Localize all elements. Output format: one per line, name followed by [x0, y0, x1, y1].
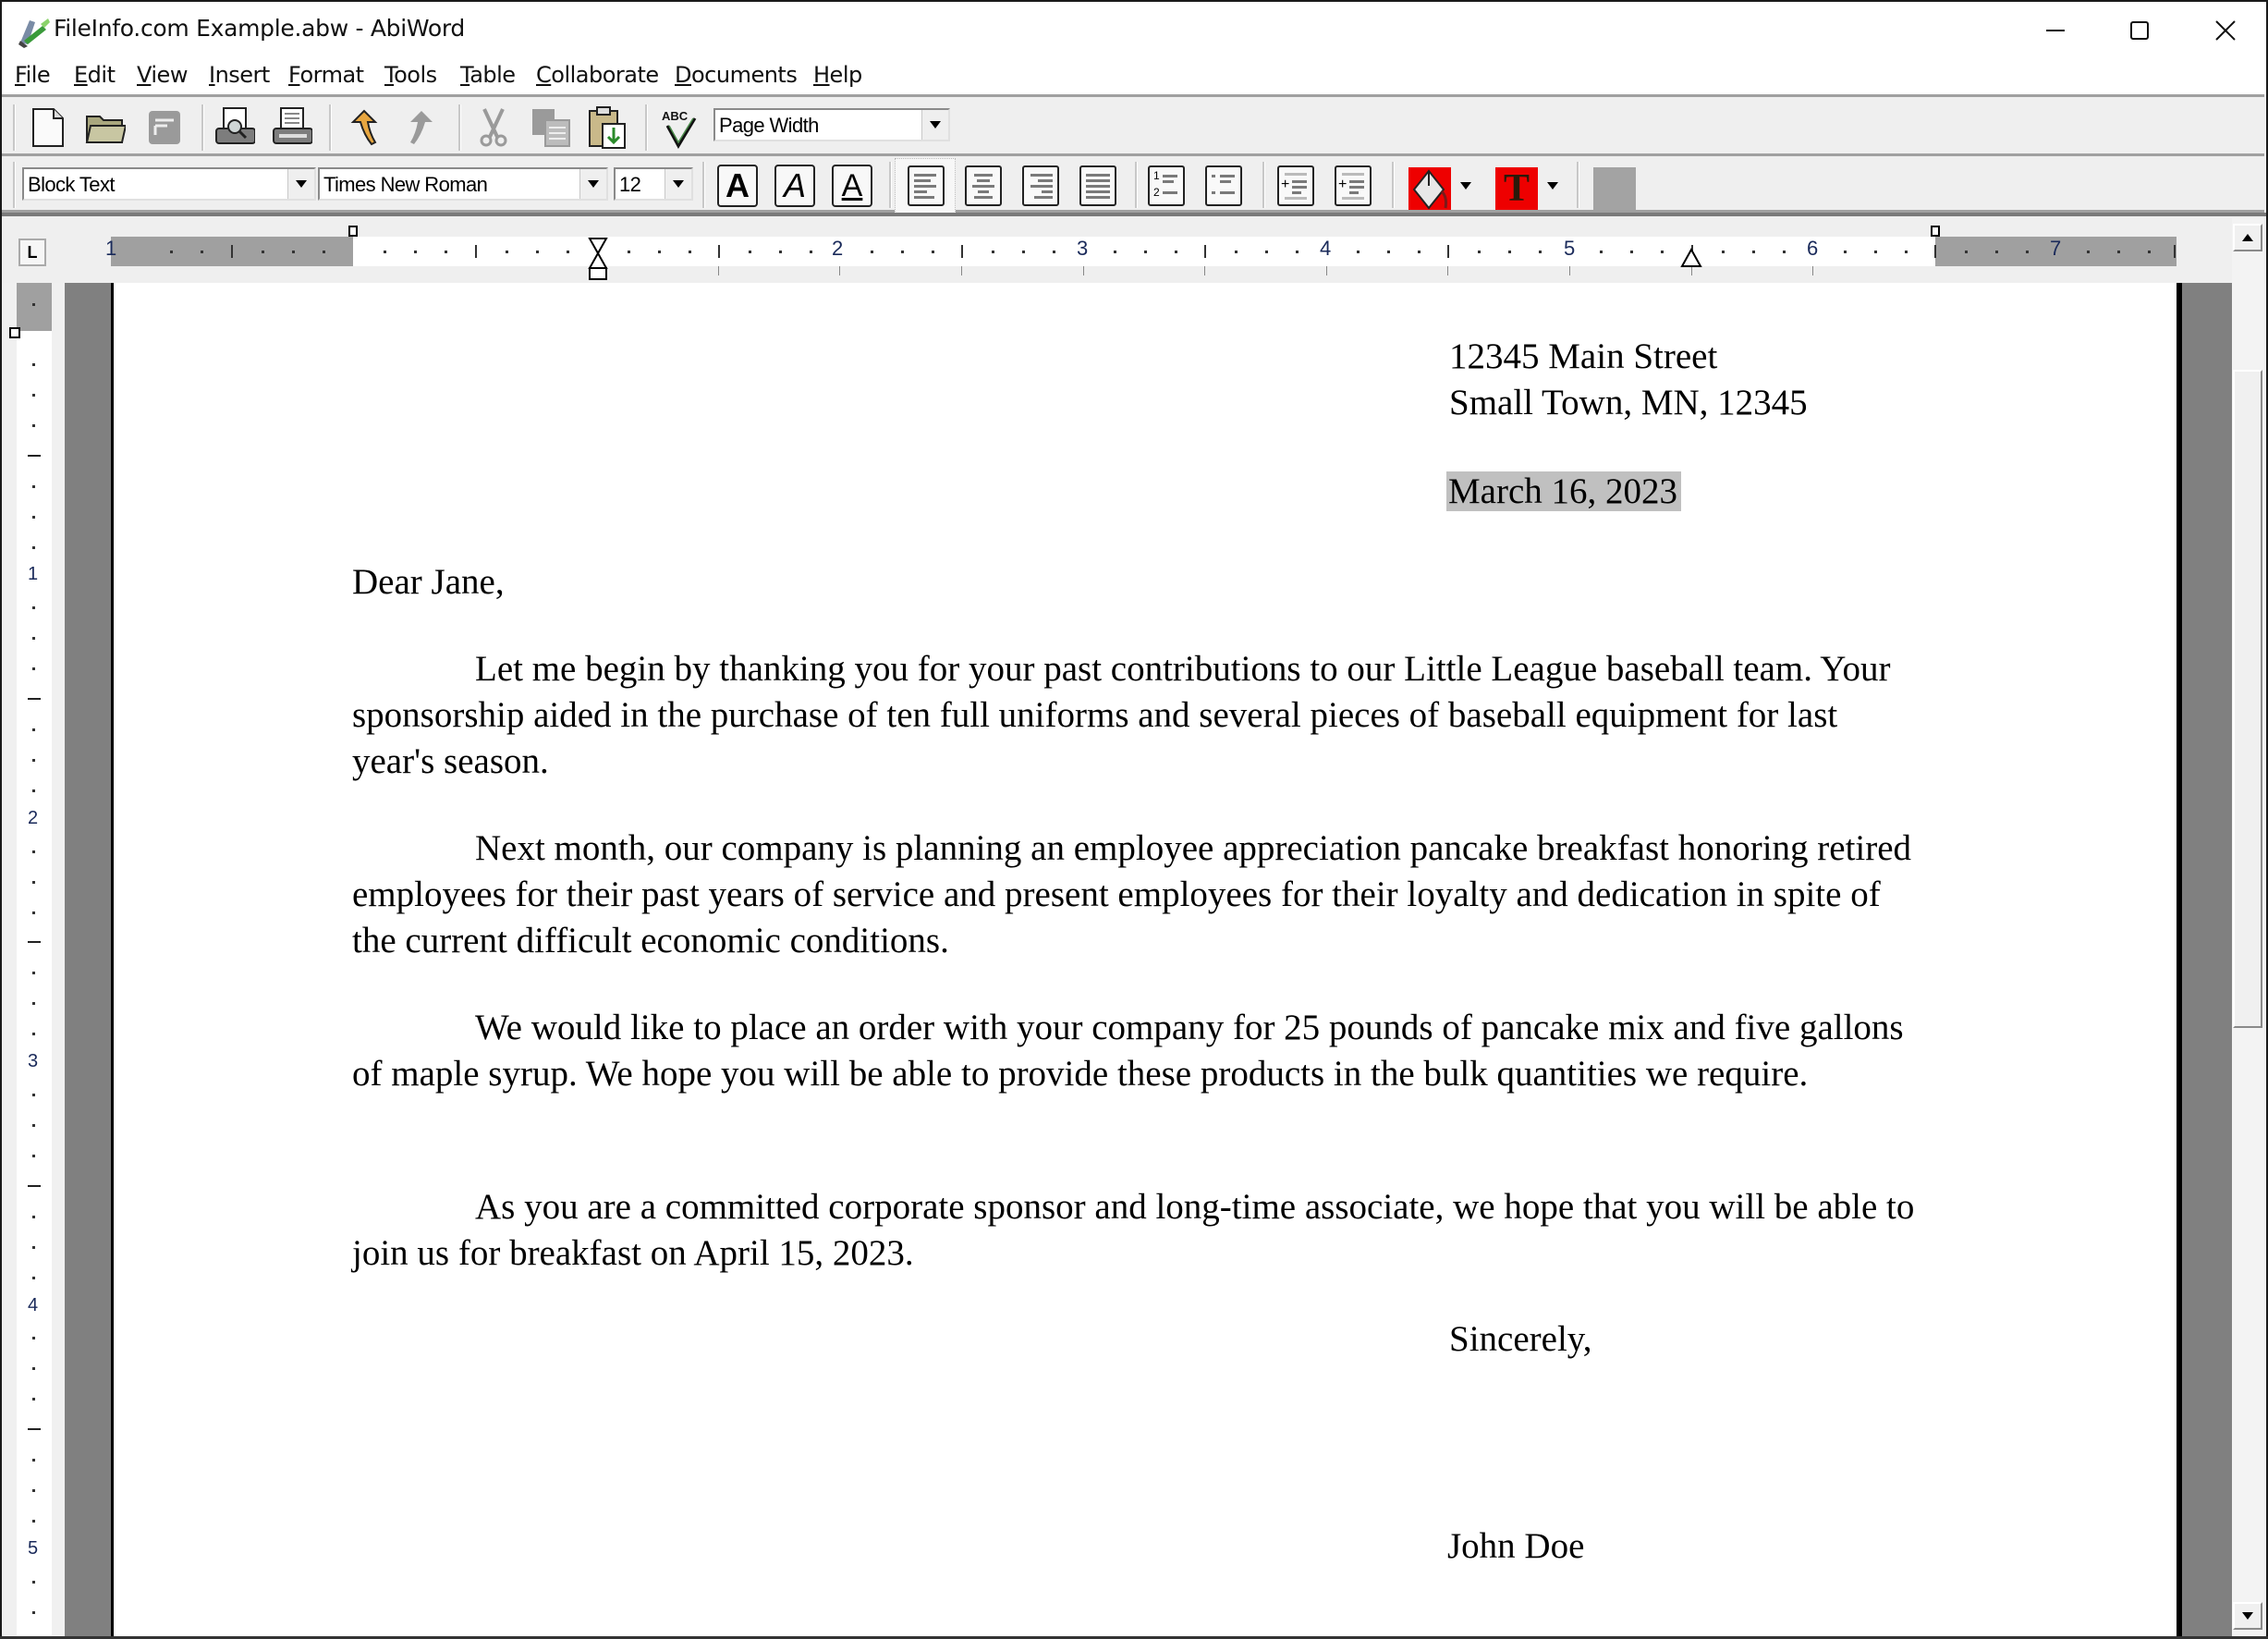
justify-button[interactable] [1079, 165, 1116, 206]
minimize-button[interactable] [2013, 2, 2098, 59]
tab-type-button[interactable]: L [18, 239, 46, 266]
toolbar-grip [13, 104, 16, 151]
font-value: Times New Roman [323, 173, 488, 196]
undo-button[interactable] [344, 105, 384, 150]
signature-name: John Doe [1447, 1526, 1585, 1566]
font-select[interactable] [318, 167, 608, 201]
center-tab-icon [1679, 248, 1703, 270]
tab-stop-marker[interactable] [1679, 248, 1703, 275]
toolbar-separator [1262, 162, 1265, 208]
ruler-number: 4 [1320, 237, 1332, 260]
format-toolbar [2, 153, 2264, 213]
ruler-number: 5 [1564, 237, 1576, 260]
decrease-indent-button[interactable]: + [1277, 165, 1314, 206]
window-title: FileInfo.com Example.abw - AbiWord [54, 15, 465, 42]
bold-icon: A [726, 166, 750, 204]
vruler-number: 3 [28, 1051, 39, 1071]
letter-date [1446, 469, 1681, 515]
menu-collaborate[interactable]: Collaborate [536, 62, 659, 88]
toolbar-separator [329, 104, 332, 151]
underline-icon: A [841, 167, 863, 203]
document-background-left [65, 283, 111, 1639]
bold-button[interactable] [717, 165, 758, 207]
ruler-number: 1 [105, 237, 117, 260]
zoom-dropdown-arrow[interactable] [921, 110, 948, 140]
open-button[interactable] [85, 105, 126, 150]
text-color-button[interactable] [1495, 167, 1538, 210]
printer-icon [272, 106, 312, 149]
closing: Sincerely, [1449, 1319, 1592, 1359]
vruler-number: 2 [28, 808, 39, 828]
style-dropdown-arrow[interactable] [287, 169, 314, 199]
bulleted-list-button[interactable] [1205, 165, 1242, 206]
ruler-number: 6 [1807, 237, 1819, 260]
vruler-number: 4 [28, 1295, 39, 1315]
body-paragraph-3: We would like to place an order with your company for 25 pounds of pancake mix and five gallons of maple syrup. We hope you will be able to provide these products in the bulk quantities we require. [352, 1008, 1904, 1094]
toolbar-separator [889, 162, 892, 208]
highlight-color-dropdown[interactable] [1460, 182, 1471, 190]
menu-bar [2, 57, 2266, 94]
chevron-down-icon [588, 180, 599, 188]
menu-file[interactable]: File [15, 62, 51, 88]
save-button[interactable] [144, 105, 185, 150]
maximize-icon [2129, 20, 2150, 41]
zoom-value: Page Width [719, 114, 819, 137]
toolbar-separator [1135, 162, 1138, 208]
ruler-number: 2 [832, 237, 844, 260]
menu-edit[interactable]: Edit [74, 62, 116, 88]
toolbar-grip [13, 162, 16, 208]
chevron-down-icon [673, 180, 684, 188]
close-button[interactable] [2183, 2, 2268, 59]
menu-documents[interactable]: Documents [675, 62, 798, 88]
selected-date-text[interactable]: March 16, 2023 [1446, 471, 1681, 511]
toolbar-separator [645, 104, 648, 151]
new-document-icon [30, 107, 67, 148]
font-size-select[interactable] [614, 167, 693, 201]
menu-table[interactable]: Table [460, 62, 516, 88]
print-preview-button[interactable] [214, 105, 255, 150]
toolbar-separator [702, 162, 705, 208]
text-color-icon: T [1503, 167, 1530, 210]
copy-icon [530, 107, 571, 148]
vertical-ruler-top-margin [17, 283, 52, 331]
redo-button[interactable] [401, 105, 442, 150]
chevron-down-icon [930, 121, 941, 128]
scroll-down-button[interactable] [2233, 1602, 2262, 1630]
body-paragraph-1: Let me begin by thanking you for your past contributions to our Little League baseball team. Your sponsorship aided in the purchase of ten full uniforms and several pieces of baseball equipment for last year's season. [352, 649, 1891, 781]
background-color-button[interactable] [1593, 167, 1636, 210]
new-document-button[interactable] [28, 105, 68, 150]
align-left-button[interactable] [908, 165, 945, 206]
indent-markers[interactable] [588, 237, 610, 287]
close-icon [2215, 20, 2236, 41]
left-margin-handle[interactable] [348, 226, 358, 237]
save-icon [147, 109, 182, 146]
style-select[interactable] [22, 167, 316, 201]
underline-button[interactable] [832, 165, 872, 207]
body-paragraph-2: Next month, our company is planning an employee appreciation pancake breakfast honoring retired employees for their past years of service and present employees for their loyalty and dedication in spite of the current difficult economic conditions. [352, 828, 1912, 960]
style-value: Block Text [28, 173, 115, 196]
toolbar-separator [1392, 162, 1395, 208]
font-dropdown-arrow[interactable] [579, 169, 606, 199]
font-size-dropdown-arrow[interactable] [665, 169, 691, 199]
scrollbar-thumb[interactable] [2233, 370, 2262, 1028]
vruler-number: 5 [28, 1538, 39, 1559]
spell-check-icon [658, 105, 699, 150]
menu-tools[interactable]: Tools [384, 62, 437, 88]
chevron-down-icon [1547, 182, 1558, 190]
scissors-icon [477, 107, 510, 148]
scroll-up-button[interactable] [2233, 224, 2262, 251]
standard-toolbar [2, 94, 2264, 157]
print-button[interactable] [272, 105, 312, 150]
align-center-button[interactable] [965, 165, 1002, 206]
highlight-color-button[interactable] [1408, 167, 1451, 210]
italic-button[interactable] [774, 165, 815, 207]
paste-button[interactable] [588, 105, 628, 150]
right-margin-handle[interactable] [1931, 226, 1940, 237]
folder-open-icon [85, 109, 126, 146]
vruler-number: 1 [28, 564, 39, 584]
document-background-right [2182, 283, 2232, 1639]
paint-bucket-icon [1408, 167, 1451, 214]
menu-insert[interactable]: Insert [209, 62, 270, 88]
redo-icon [405, 107, 438, 148]
top-margin-handle[interactable] [9, 327, 20, 338]
toolbar-separator [1577, 162, 1579, 208]
chevron-down-icon [296, 180, 307, 188]
minimize-icon [2045, 20, 2066, 41]
copy-button[interactable] [530, 105, 571, 150]
italic-icon: A [783, 166, 806, 204]
arrow-up-icon [2241, 233, 2254, 242]
sender-address-line-1: 12345 Main Street [1449, 336, 1718, 376]
salutation: Dear Jane, [352, 562, 505, 602]
ruler-number: 3 [1077, 237, 1089, 260]
spell-check-button[interactable] [658, 105, 699, 150]
text-color-dropdown[interactable] [1547, 182, 1558, 190]
menu-format[interactable]: Format [288, 62, 364, 88]
numbered-list-button[interactable]: 1 2 [1148, 165, 1185, 206]
body-paragraph-4: As you are a committed corporate sponsor and long-time associate, we hope that you will be able to join us for breakfast on April 15, 2023. [352, 1187, 1915, 1273]
sender-address-line-2: Small Town, MN, 12345 [1449, 383, 1808, 422]
menu-view[interactable]: View [137, 62, 188, 88]
abiword-app-icon [15, 15, 52, 48]
ruler-number: 7 [2050, 237, 2062, 260]
paste-icon [588, 105, 628, 150]
toolbar-separator [458, 104, 461, 151]
print-preview-icon [214, 106, 255, 149]
cut-button[interactable] [473, 105, 514, 150]
menu-help[interactable]: Help [813, 62, 862, 88]
align-right-button[interactable] [1022, 165, 1059, 206]
toolbar-separator [201, 104, 204, 151]
font-size-value: 12 [619, 173, 641, 196]
title-bar [0, 0, 2268, 59]
arrow-down-icon [2241, 1611, 2254, 1621]
zoom-select[interactable] [713, 108, 950, 141]
svg-text:ABC: ABC [662, 109, 689, 123]
hourglass-indent-icon [588, 237, 610, 283]
undo-icon [348, 107, 381, 148]
chevron-down-icon [1460, 182, 1471, 190]
maximize-button[interactable] [2097, 2, 2182, 59]
increase-indent-button[interactable]: + [1335, 165, 1372, 206]
